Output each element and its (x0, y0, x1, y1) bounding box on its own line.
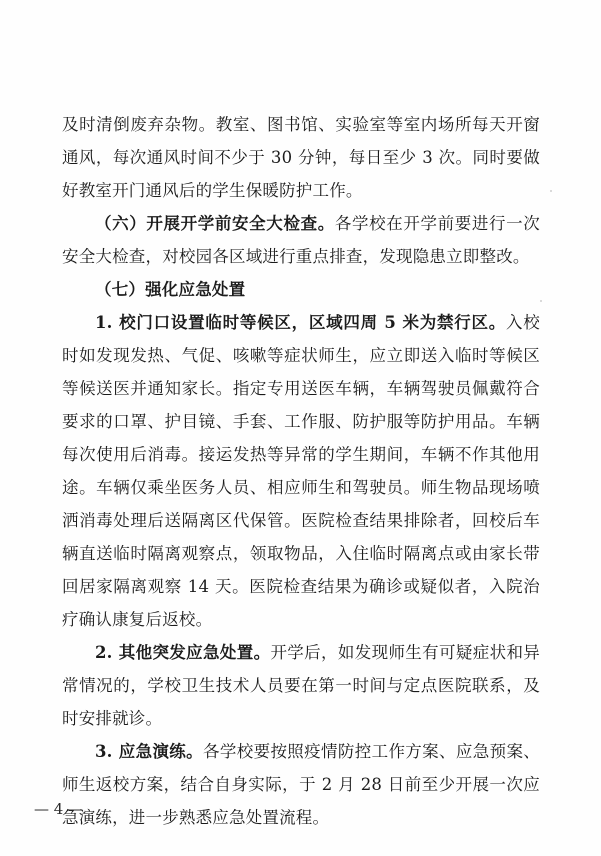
paragraph-heading-run: （六）开展开学前安全大检查。 (95, 214, 335, 233)
paragraph-heading-run: 2. 其他突发应急处置。 (95, 643, 271, 662)
paragraph (62, 207, 540, 273)
paragraph-heading-run: 3. 应急演练。 (95, 742, 204, 761)
paragraph-list (62, 108, 540, 834)
paragraph-text-run: 开学后，如发现师生有可疑症状和异常情况的，学校卫生技术人员要在第一时间与定点医院联系，及时安排就诊。 (62, 643, 541, 728)
paragraph (62, 108, 540, 207)
paragraph-text-run: 及时清倒废弃杂物。教室、图书馆、实验室等室内场所每天开窗通风，每次通风时间不少于 30 分钟，每日至少 3 次。同时要做好教室开门通风后的学生保暖防护工作。 (62, 115, 540, 200)
paragraph-text-run: 各学校要按照疫情防控工作方案、应急预案、师生返校方案，结合自身实际，于 2 月 28 日前至少开展一次应急演练，进一步熟悉应急处置流程。 (62, 742, 540, 827)
paragraph (62, 273, 540, 306)
paragraph-text-run: 入校时如发现发热、气促、咳嗽等症状师生，应立即送入临时等候区等候送医并通知家长。指定专用送医车辆，车辆驾驶员佩戴符合要求的口罩、护目镜、手套、工作服、防护服等防护用品。车辆每次使用后消毒。接运发热等异常的学生期间，车辆不作其他用途。车辆仅乘坐医务人员、相应师生和驾驶员。师生物品现场喷洒消毒处理后送隔离区代保管。医院检查结果排除者，回校后车辆直送临时隔离观察点，领取物品，入住临时隔离点或由家长带回居家隔离观察 14 天。医院检查结果为确诊或疑似者，入院治疗确认康复后返校。 (62, 313, 540, 629)
paragraph-text-run: 各学校在开学前要进行一次安全大检查，对校园各区域进行重点排查，发现隐患立即整改。 (62, 214, 540, 266)
paragraph (62, 636, 540, 735)
paragraph (62, 735, 540, 834)
scan-speck (540, 300, 542, 302)
paragraph (62, 306, 540, 636)
scan-speck (550, 190, 552, 192)
paragraph-heading-run: 1. 校门口设置临时等候区，区域四周 5 米为禁行区。 (95, 313, 507, 332)
document-body (62, 108, 540, 834)
paragraph-heading-run: （七）强化应急处置 (95, 280, 246, 299)
page-number: — 4 — (34, 800, 84, 818)
